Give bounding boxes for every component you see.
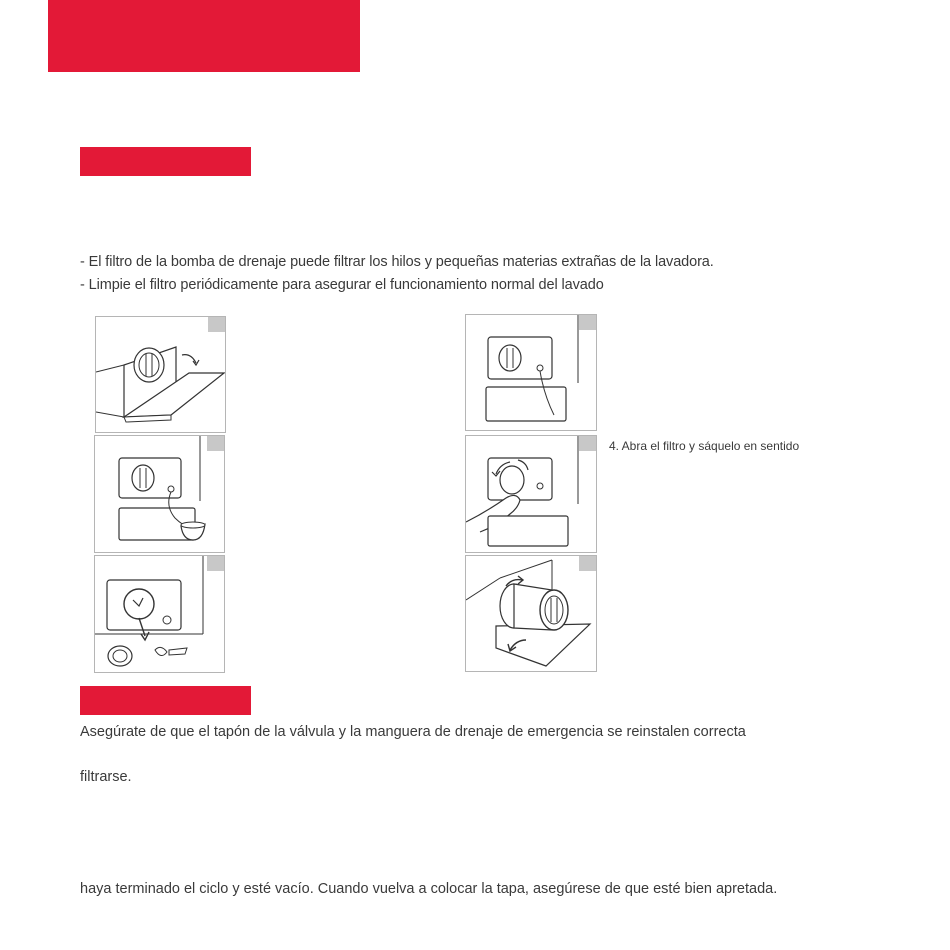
illustration-step-1-open-flap (95, 316, 226, 433)
step-number-marker (579, 556, 596, 571)
section-heading-bar-note (80, 686, 251, 715)
step-number-marker (207, 436, 224, 451)
section-heading-bar-maintenance (80, 147, 251, 176)
step-number-marker (208, 317, 225, 332)
header-accent-band (48, 0, 360, 72)
step-number-marker (579, 436, 596, 451)
rotate-filter-drawing (466, 436, 597, 553)
open-flap-drawing (96, 317, 226, 433)
note-text-line-3: haya terminado el ciclo y esté vacío. Cuando vuelva a colocar la tapa, asegúrese de que esté bien apretada. (80, 881, 778, 897)
illustration-step-4-filter-panel (465, 314, 597, 431)
step-4-caption: 4. Abra el filtro y sáquelo en sentido (609, 439, 800, 453)
note-text-line-2: filtrarse. (80, 769, 132, 785)
illustration-step-2-drain-hose (94, 435, 225, 553)
filter-panel-drawing (466, 315, 597, 431)
intro-text-line-1: - El filtro de la bomba de drenaje puede filtrar los hilos y pequeñas materias extrañas de la lavadora. (80, 254, 714, 270)
drain-hose-drawing (95, 436, 225, 553)
step-number-marker (207, 556, 224, 571)
illustration-step-3-remove-cap (94, 555, 225, 673)
remove-cap-drawing (95, 556, 225, 673)
note-text-line-1: Asegúrate de que el tapón de la válvula y la manguera de drenaje de emergencia se reinstalen correcta (80, 724, 746, 740)
illustration-step-5-rotate-filter (465, 435, 597, 553)
illustration-step-6-pull-out-filter (465, 555, 597, 672)
intro-text-line-2: - Limpie el filtro periódicamente para asegurar el funcionamiento normal del lavado (80, 277, 604, 293)
pull-out-filter-drawing (466, 556, 597, 672)
step-number-marker (579, 315, 596, 330)
